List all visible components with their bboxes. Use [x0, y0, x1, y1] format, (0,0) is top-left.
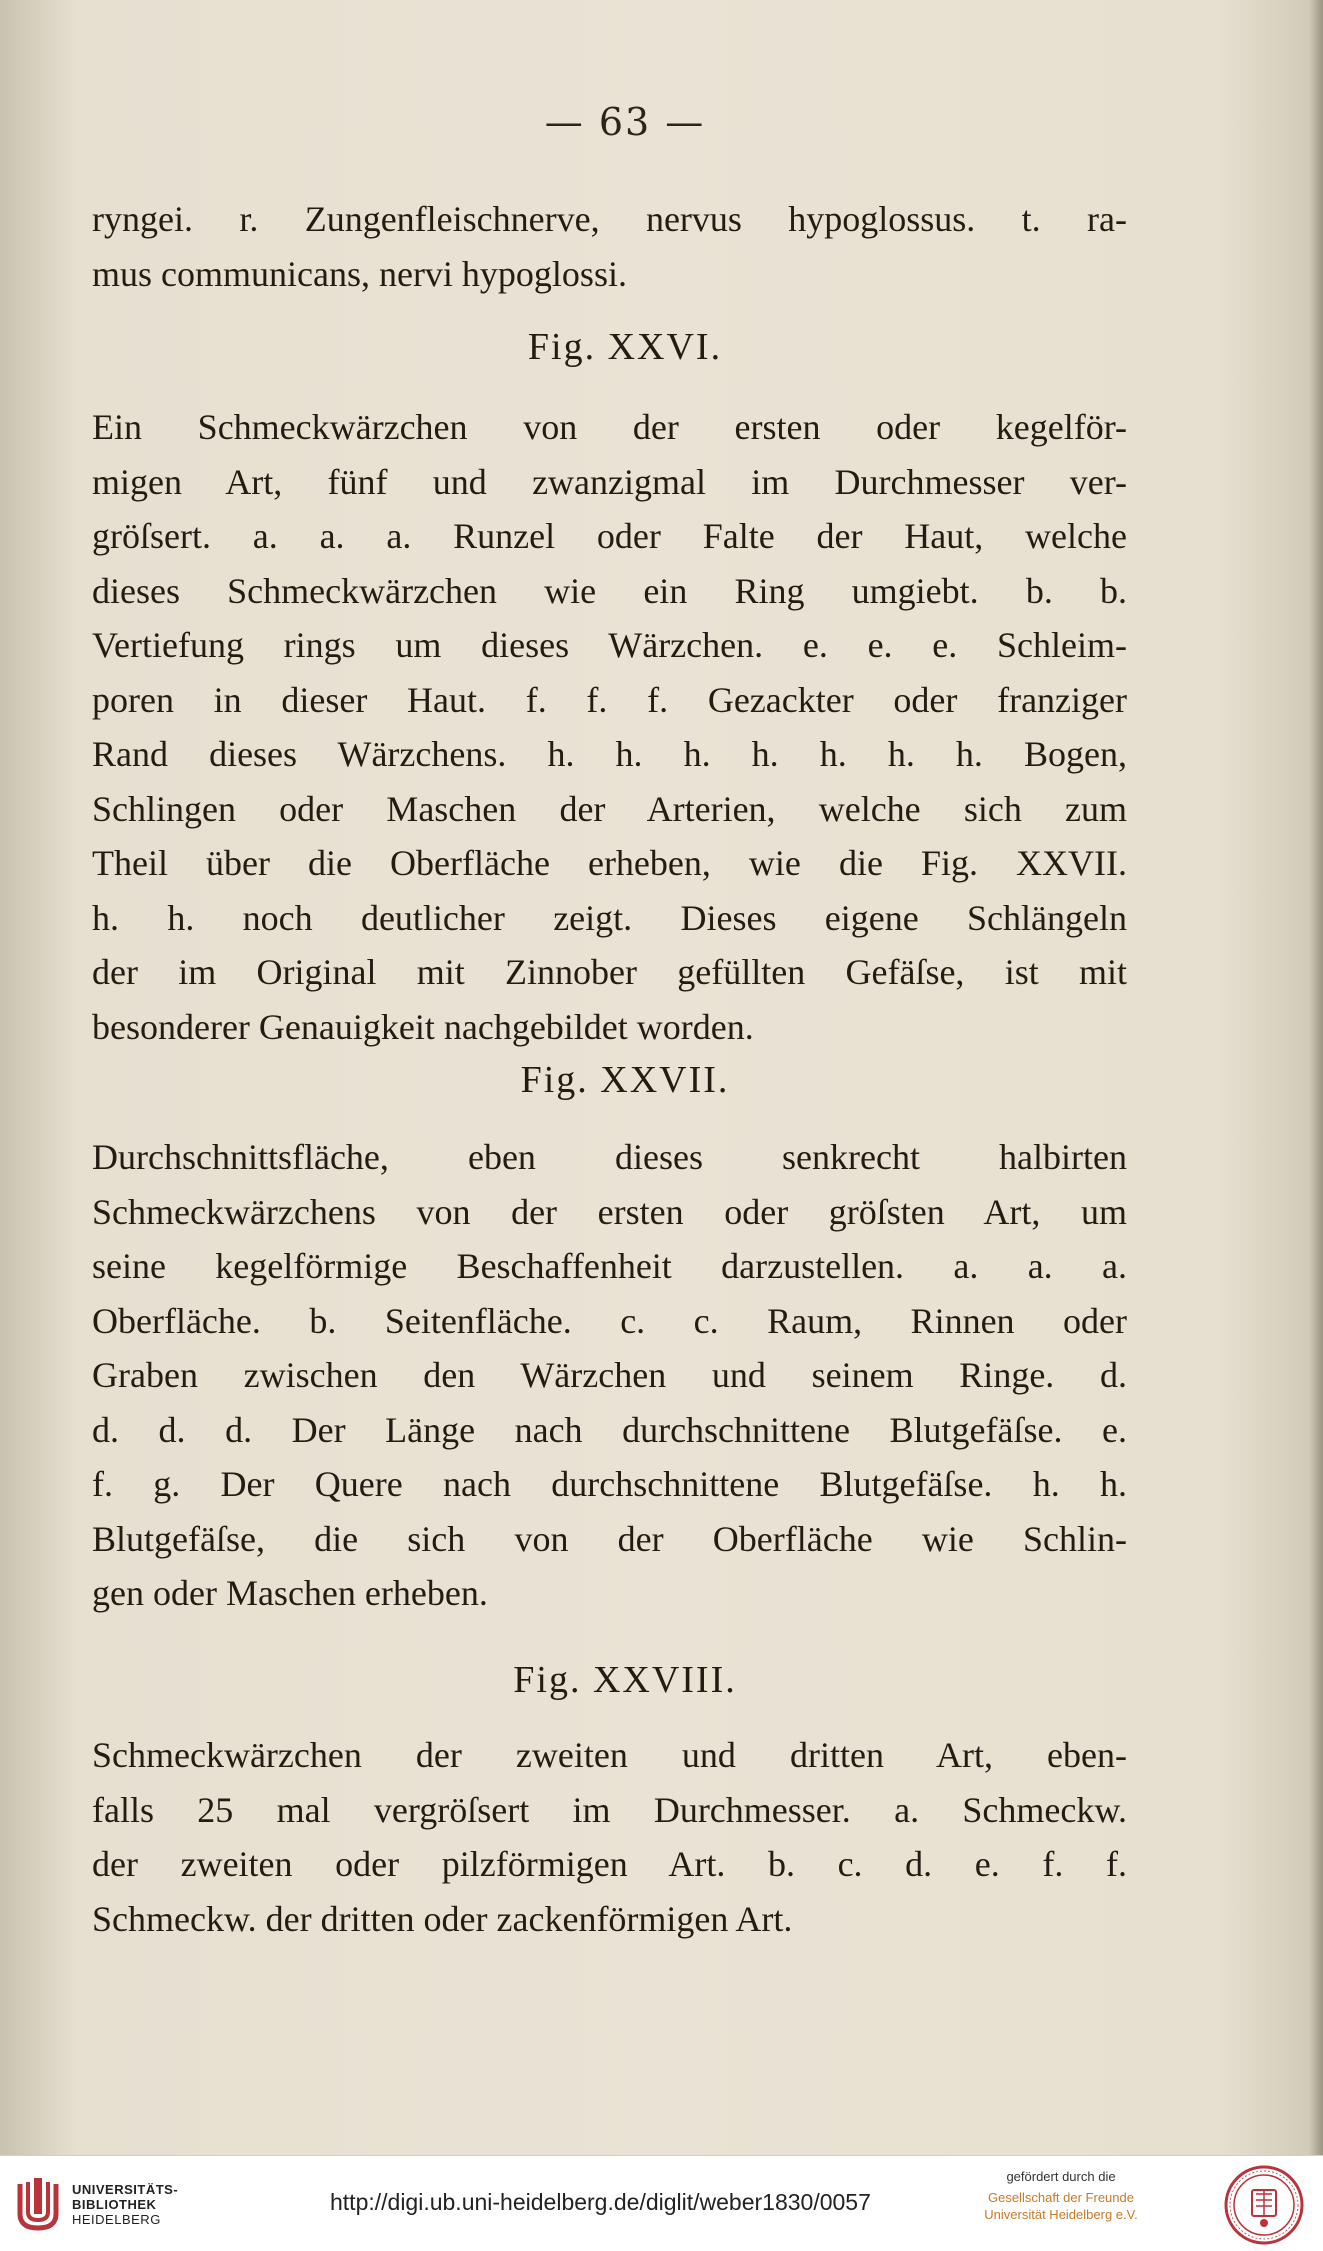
text-line: Durchschnittsfläche, eben dieses senkrecht halbirten	[92, 1137, 1127, 1177]
text-line: Oberfläche. b. Seitenfläche. c. c. Raum, Rinnen oder	[92, 1300, 1127, 1341]
text-line: Graben zwischen den Wärzchen und seinem Ringe. d.	[92, 1355, 1127, 1395]
text-line: gröſsert. a. a. a. Runzel oder Falte der Haut, welche	[92, 516, 1127, 556]
text-line: d. d. d. Der Länge nach durchschnittene Blutgefäſse. e.	[92, 1409, 1127, 1450]
text-line: ryngei. r. Zungenfleischnerve, nervus hypoglossus. t. ra-	[92, 199, 1127, 239]
sponsor-name-line: Gesellschaft der Freunde	[988, 2190, 1134, 2205]
figure-heading: Fig. XXVIII.	[513, 1659, 737, 1701]
text-line: migen Art, fünf und zwanzigmal im Durchmesser ver-	[92, 461, 1127, 502]
text-line: gen oder Maschen erheben.	[92, 1573, 488, 1613]
text-line: Blutgefäſse, die sich von der Oberfläche wie Schlin-	[92, 1518, 1127, 1559]
figure-heading: Fig. XXVII.	[520, 1059, 730, 1101]
text-line: besonderer Genauigkeit nachgebildet worden.	[92, 1006, 754, 1047]
figure-description	[92, 1130, 1127, 1621]
text-line: Vertiefung rings um dieses Wärzchen. e. e. e. Schleim-	[92, 625, 1127, 665]
figure-description	[92, 1728, 1127, 1946]
text-line: seine kegelförmige Beschaffenheit darzustellen. a. a. a.	[92, 1246, 1127, 1286]
text-line: poren in dieser Haut. f. f. f. Gezackter oder franziger	[92, 679, 1127, 720]
text-line: mus communicans, nervi hypoglossi.	[92, 253, 627, 294]
text-line: Schmeckwärzchens von der ersten oder gröſsten Art, um	[92, 1191, 1127, 1232]
text-line: der im Original mit Zinnober gefüllten Gefäſse, ist mit	[92, 952, 1127, 992]
text-line: Schlingen oder Maschen der Arterien, welche sich zum	[92, 788, 1127, 829]
library-name-line: HEIDELBERG	[72, 2212, 161, 2227]
text-line: Rand dieses Wärzchens. h. h. h. h. h. h. h. Bogen,	[92, 734, 1127, 774]
text-line: Ein Schmeckwärzchen von der ersten oder kegelför-	[92, 407, 1127, 447]
text-line: der zweiten oder pilzförmigen Art. b. c. d. e. f. f.	[92, 1844, 1127, 1884]
text-line: dieses Schmeckwärzchen wie ein Ring umgiebt. b. b.	[92, 570, 1127, 611]
library-name	[72, 2182, 178, 2227]
university-seal-icon[interactable]	[1223, 2164, 1305, 2246]
figure-description	[92, 400, 1127, 1054]
page-number: — 63 —	[544, 100, 706, 144]
figure-heading: Fig. XXVI.	[527, 326, 723, 368]
intro-paragraph	[92, 192, 1127, 301]
library-name-line: BIBLIOTHEK	[72, 2197, 157, 2212]
text-line: h. h. noch deutlicher zeigt. Dieses eigene Schlängeln	[92, 897, 1127, 938]
text-line: Schmeckw. der dritten oder zackenförmigen Art.	[92, 1898, 793, 1939]
library-name-line: UNIVERSITÄTS-	[72, 2182, 179, 2197]
sponsor-name-line: Universität Heidelberg e.V.	[984, 2207, 1138, 2222]
sponsor-prefix: gefördert durch die	[1006, 2169, 1116, 2184]
sponsor-credit	[951, 2168, 1171, 2223]
university-library-logo-icon[interactable]	[14, 2174, 62, 2234]
text-line: falls 25 mal vergröſsert im Durchmesser. a. Schmeckw.	[92, 1789, 1127, 1830]
permalink-url[interactable]: http://digi.ub.uni-heidelberg.de/diglit/weber1830/0057	[330, 2189, 871, 2215]
footer-bar	[0, 2155, 1323, 2251]
text-line: f. g. Der Quere nach durchschnittene Blutgefäſse. h. h.	[92, 1464, 1127, 1504]
text-line: Theil über die Oberfläche erheben, wie die Fig. XXVII.	[92, 843, 1127, 883]
text-line: Schmeckwärzchen der zweiten und dritten Art, eben-	[92, 1735, 1127, 1775]
